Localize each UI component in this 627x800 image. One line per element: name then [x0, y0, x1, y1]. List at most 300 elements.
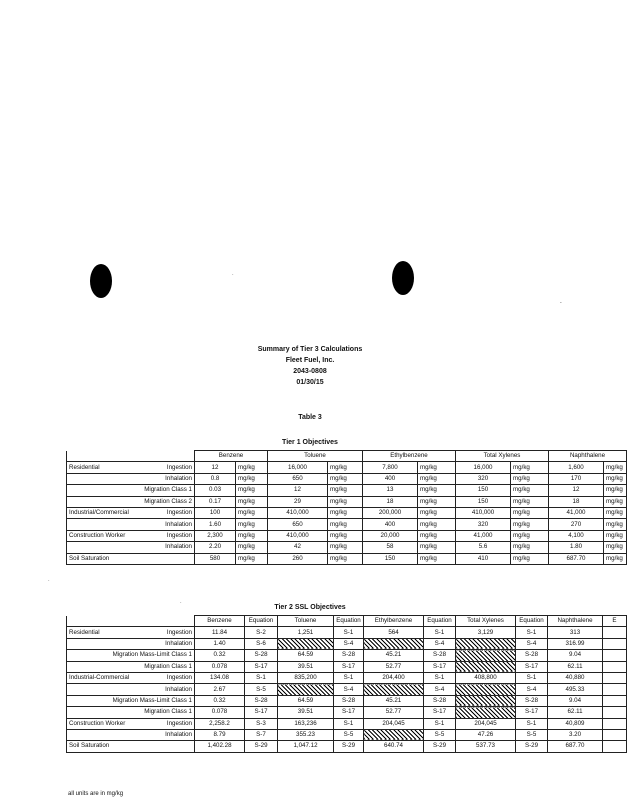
- tier2-value-cell: 8.79: [195, 729, 245, 740]
- tier2-value-cell: S-28: [516, 695, 548, 706]
- tier1-unit-cell: mg/kg: [328, 530, 363, 541]
- row-pathway: Ingestion: [166, 463, 192, 471]
- tier2-trailing-cell: [603, 729, 627, 740]
- tier1-unit-cell: mg/kg: [511, 485, 549, 496]
- tier2-value-cell: [364, 684, 424, 695]
- tier1-unit-cell: mg/kg: [511, 507, 549, 518]
- tier1-unit-cell: mg/kg: [418, 496, 456, 507]
- tier2-row: [67, 661, 627, 672]
- tier2-value-cell: S-28: [334, 695, 364, 706]
- tier1-value-cell: 1.80: [549, 542, 604, 553]
- tier1-table: [66, 450, 627, 565]
- tier1-value-cell: 41,000: [549, 507, 604, 518]
- tier2-value-cell: S-1: [424, 672, 456, 683]
- row-pathway: Inhalation: [165, 474, 192, 482]
- tier1-value-cell: 650: [268, 519, 328, 530]
- doc-company: Fleet Fuel, Inc.: [285, 357, 335, 364]
- tier2-row-label: [67, 684, 195, 695]
- tier1-unit-cell: mg/kg: [418, 507, 456, 518]
- tier1-value-cell: 270: [549, 519, 604, 530]
- tier1-value-cell: 580: [195, 553, 236, 564]
- tier2-row-label: [67, 661, 195, 672]
- tier1-unit-cell: mg/kg: [328, 553, 363, 564]
- footer-note: all units are in mg/kg: [68, 791, 124, 797]
- tier2-column-header: Naphthalene: [548, 616, 603, 627]
- tier1-value-cell: 400: [363, 519, 418, 530]
- tier2-value-cell: [278, 638, 334, 649]
- tier2-value-cell: 495.33: [548, 684, 603, 695]
- tier2-value-cell: 40,809: [548, 718, 603, 729]
- doc-title: Summary of Tier 3 Calculations: [257, 346, 363, 353]
- tier2-value-cell: S-4: [424, 684, 456, 695]
- tier2-value-cell: 47.26: [456, 729, 516, 740]
- tier2-trailing-cell: [603, 638, 627, 649]
- tier2-value-cell: S-28: [424, 650, 456, 661]
- tier1-unit-cell: mg/kg: [236, 542, 268, 553]
- tier2-value-cell: S-3: [245, 718, 278, 729]
- tier2-value-cell: 64.59: [278, 695, 334, 706]
- tier1-unit-cell: mg/kg: [511, 462, 549, 473]
- row-pathway: Migration Mass-Limit Class 1: [112, 696, 192, 704]
- tier2-value-cell: S-29: [245, 741, 278, 752]
- tier2-value-cell: S-28: [245, 695, 278, 706]
- tier1-unit-cell: mg/kg: [604, 507, 627, 518]
- tier2-value-cell: 3.20: [548, 729, 603, 740]
- tier1-value-cell: 41,000: [456, 530, 511, 541]
- tier1-unit-cell: mg/kg: [511, 496, 549, 507]
- tier2-value-cell: S-17: [516, 661, 548, 672]
- tier1-value-cell: 5.6: [456, 542, 511, 553]
- tier1-value-cell: 12: [195, 462, 236, 473]
- tier2-row-label: [67, 707, 195, 718]
- tier1-value-cell: 16,000: [268, 462, 328, 473]
- tier2-value-cell: 408,800: [456, 672, 516, 683]
- tier2-value-cell: S-28: [245, 650, 278, 661]
- tier2-column-header: Total Xylenes: [456, 616, 516, 627]
- tier2-value-cell: S-4: [334, 684, 364, 695]
- row-pathway: Migration Class 2: [144, 497, 192, 505]
- tier1-value-cell: 0.03: [195, 485, 236, 496]
- tier1-row: [67, 553, 627, 564]
- tier2-row-label: [67, 650, 195, 661]
- doc-project-number: 2043-0808: [293, 368, 327, 375]
- tier1-value-cell: 18: [363, 496, 418, 507]
- tier2-value-cell: S-17: [424, 661, 456, 672]
- tier1-column-header: Naphthalene: [549, 451, 627, 462]
- tier1-value-cell: 0.17: [195, 496, 236, 507]
- tier2-value-cell: 45.21: [364, 695, 424, 706]
- tier2-value-cell: S-6: [245, 638, 278, 649]
- tier2-value-cell: S-1: [516, 718, 548, 729]
- tier1-row-label: [67, 462, 195, 473]
- tier1-row: [67, 542, 627, 553]
- tier1-value-cell: 150: [363, 553, 418, 564]
- tier1-unit-cell: mg/kg: [604, 553, 627, 564]
- tier2-row-label: [67, 718, 195, 729]
- scan-speck: ·: [48, 578, 50, 584]
- tier1-row-label: [67, 485, 195, 496]
- tier2-value-cell: 9.04: [548, 650, 603, 661]
- tier1-unit-cell: mg/kg: [418, 530, 456, 541]
- tier2-value-cell: 40,880: [548, 672, 603, 683]
- tier2-value-cell: S-29: [516, 741, 548, 752]
- tier2-column-header: Ethylbenzene: [364, 616, 424, 627]
- tier2-value-cell: 64.59: [278, 650, 334, 661]
- tier2-value-cell: 0.32: [195, 695, 245, 706]
- tier2-value-cell: S-17: [516, 707, 548, 718]
- tier2-value-cell: 1.40: [195, 638, 245, 649]
- tier1-unit-cell: mg/kg: [236, 553, 268, 564]
- tier1-value-cell: 16,000: [456, 462, 511, 473]
- tier2-row-label: [67, 729, 195, 740]
- tier2-value-cell: S-4: [424, 638, 456, 649]
- tier1-row-label: [67, 507, 195, 518]
- tier1-row-label: [67, 542, 195, 553]
- tier2-value-cell: S-28: [424, 695, 456, 706]
- tier1-value-cell: 58: [363, 542, 418, 553]
- tier1-value-cell: 0.8: [195, 473, 236, 484]
- tier2-value-cell: 316.99: [548, 638, 603, 649]
- tier1-value-cell: 2,300: [195, 530, 236, 541]
- tier2-row-label: [67, 695, 195, 706]
- tier1-unit-cell: mg/kg: [328, 496, 363, 507]
- tier2-value-cell: S-4: [516, 638, 548, 649]
- tier1-unit-cell: mg/kg: [418, 473, 456, 484]
- tier2-table: [66, 615, 627, 753]
- tier2-value-cell: S-7: [245, 729, 278, 740]
- tier1-value-cell: 12: [268, 485, 328, 496]
- tier1-column-header: Total Xylenes: [456, 451, 549, 462]
- row-pathway: Ingestion: [166, 509, 192, 517]
- table-label: Table 3: [298, 414, 322, 421]
- tier1-unit-cell: mg/kg: [418, 542, 456, 553]
- tier2-value-cell: 163,236: [278, 718, 334, 729]
- tier2-row: [67, 684, 627, 695]
- tier1-row: [67, 473, 627, 484]
- tier1-unit-cell: mg/kg: [328, 473, 363, 484]
- tier1-column-header: Benzene: [195, 451, 268, 462]
- tier2-value-cell: [278, 684, 334, 695]
- row-pathway: Ingestion: [166, 531, 192, 539]
- tier2-row: [67, 672, 627, 683]
- tier1-unit-cell: mg/kg: [511, 553, 549, 564]
- tier2-value-cell: S-28: [516, 650, 548, 661]
- doc-date: 01/30/15: [296, 379, 324, 386]
- tier1-column-header: Ethylbenzene: [363, 451, 456, 462]
- punch-hole-left: [90, 264, 112, 298]
- row-pathway: Inhalation: [165, 685, 192, 693]
- tier1-value-cell: 410,000: [456, 507, 511, 518]
- tier2-trailing-cell: [603, 627, 627, 638]
- tier2-value-cell: 0.32: [195, 650, 245, 661]
- tier2-value-cell: 3,129: [456, 627, 516, 638]
- tier1-unit-cell: mg/kg: [328, 462, 363, 473]
- tier1-header-row: [67, 451, 627, 462]
- tier2-trailing-cell: [603, 672, 627, 683]
- tier1-unit-cell: mg/kg: [328, 507, 363, 518]
- tier2-value-cell: 204,045: [456, 718, 516, 729]
- tier2-value-cell: S-5: [245, 684, 278, 695]
- scan-speck: ·: [232, 272, 234, 278]
- row-group: Construction Worker: [69, 719, 126, 727]
- tier1-unit-cell: mg/kg: [236, 473, 268, 484]
- tier2-value-cell: [456, 661, 516, 672]
- tier1-value-cell: 410,000: [268, 507, 328, 518]
- tier2-trailing-cell: [603, 695, 627, 706]
- tier1-row: [67, 507, 627, 518]
- row-group: Industrial-Commercial: [69, 674, 130, 682]
- tier1-unit-cell: mg/kg: [418, 485, 456, 496]
- tier1-row-label: [67, 553, 195, 564]
- tier1-row: [67, 496, 627, 507]
- tier2-value-cell: 39.51: [278, 707, 334, 718]
- tier1-value-cell: 320: [456, 473, 511, 484]
- tier2-value-cell: 9.04: [548, 695, 603, 706]
- tier2-value-cell: S-17: [334, 707, 364, 718]
- tier2-value-cell: S-2: [245, 627, 278, 638]
- tier1-title: Tier 1 Objectives: [282, 439, 338, 446]
- tier1-value-cell: 18: [549, 496, 604, 507]
- tier2-value-cell: [456, 684, 516, 695]
- tier2-value-cell: 687.70: [548, 741, 603, 752]
- tier2-value-cell: [456, 650, 516, 661]
- tier2-value-cell: 0.078: [195, 661, 245, 672]
- tier2-value-cell: 204,400: [364, 672, 424, 683]
- row-pathway: Inhalation: [165, 639, 192, 647]
- tier2-value-cell: 564: [364, 627, 424, 638]
- tier1-unit-cell: mg/kg: [418, 462, 456, 473]
- row-pathway: Ingestion: [166, 674, 192, 682]
- row-pathway: Migration Class 1: [144, 662, 192, 670]
- tier1-unit-cell: mg/kg: [604, 485, 627, 496]
- tier1-unit-cell: mg/kg: [511, 473, 549, 484]
- row-pathway: Ingestion: [166, 719, 192, 727]
- row-group: Industrial/Commercial: [69, 509, 129, 517]
- tier2-trailing-cell: [603, 661, 627, 672]
- tier2-value-cell: S-5: [334, 729, 364, 740]
- tier1-unit-cell: mg/kg: [511, 542, 549, 553]
- tier2-trailing-cell: [603, 707, 627, 718]
- tier2-value-cell: 11.84: [195, 627, 245, 638]
- tier1-unit-cell: mg/kg: [604, 473, 627, 484]
- tier1-unit-cell: mg/kg: [604, 530, 627, 541]
- tier2-value-cell: 52.77: [364, 661, 424, 672]
- tier2-value-cell: S-17: [245, 661, 278, 672]
- tier1-unit-cell: mg/kg: [511, 530, 549, 541]
- row-pathway: Inhalation: [165, 731, 192, 739]
- tier2-value-cell: S-5: [516, 729, 548, 740]
- tier2-row: [67, 638, 627, 649]
- row-group: Residential: [69, 463, 100, 471]
- tier1-unit-cell: mg/kg: [328, 519, 363, 530]
- tier1-value-cell: 1.60: [195, 519, 236, 530]
- tier1-value-cell: 150: [456, 496, 511, 507]
- tier2-row: [67, 741, 627, 752]
- tier2-value-cell: 1,402.28: [195, 741, 245, 752]
- tier2-column-header: Toluene: [278, 616, 334, 627]
- tier2-column-header: E: [603, 616, 627, 627]
- tier2-value-cell: [456, 695, 516, 706]
- tier1-unit-cell: mg/kg: [511, 519, 549, 530]
- tier2-value-cell: S-1: [245, 672, 278, 683]
- tier1-value-cell: 400: [363, 473, 418, 484]
- tier1-value-cell: 320: [456, 519, 511, 530]
- tier1-value-cell: 687.70: [549, 553, 604, 564]
- tier1-value-cell: 4,100: [549, 530, 604, 541]
- row-pathway: Migration Mass-Limit Class 1: [112, 651, 192, 659]
- tier1-row: [67, 519, 627, 530]
- tier1-value-cell: 20,000: [363, 530, 418, 541]
- tier2-value-cell: S-1: [516, 672, 548, 683]
- tier2-value-cell: [364, 729, 424, 740]
- tier2-row: [67, 627, 627, 638]
- tier1-row: [67, 485, 627, 496]
- tier1-unit-cell: mg/kg: [236, 462, 268, 473]
- tier2-value-cell: [456, 638, 516, 649]
- tier2-value-cell: S-17: [424, 707, 456, 718]
- tier2-title: Tier 2 SSL Objectives: [274, 604, 346, 611]
- tier2-column-header: Equation: [516, 616, 548, 627]
- tier2-trailing-cell: [603, 718, 627, 729]
- tier1-row-label: [67, 473, 195, 484]
- tier1-value-cell: 42: [268, 542, 328, 553]
- tier2-value-cell: 2.67: [195, 684, 245, 695]
- tier1-value-cell: 200,000: [363, 507, 418, 518]
- tier2-trailing-cell: [603, 650, 627, 661]
- tier1-value-cell: 150: [456, 485, 511, 496]
- tier1-value-cell: 13: [363, 485, 418, 496]
- tier2-value-cell: S-17: [245, 707, 278, 718]
- tier1-value-cell: 100: [195, 507, 236, 518]
- tier2-value-cell: S-29: [334, 741, 364, 752]
- tier1-unit-cell: mg/kg: [418, 553, 456, 564]
- tier2-value-cell: S-1: [334, 627, 364, 638]
- tier2-column-header: Equation: [245, 616, 278, 627]
- tier1-unit-cell: mg/kg: [328, 485, 363, 496]
- tier2-column-header: Benzene: [195, 616, 245, 627]
- tier1-column-header: Toluene: [268, 451, 363, 462]
- tier1-value-cell: 2.20: [195, 542, 236, 553]
- tier1-unit-cell: mg/kg: [418, 519, 456, 530]
- row-group: Soil Saturation: [69, 742, 110, 750]
- tier2-row-label: [67, 741, 195, 752]
- tier2-value-cell: S-1: [334, 718, 364, 729]
- tier1-unit-cell: mg/kg: [328, 542, 363, 553]
- tier2-row: [67, 729, 627, 740]
- tier2-value-cell: 313: [548, 627, 603, 638]
- row-group: Construction Worker: [69, 531, 126, 539]
- tier2-value-cell: 835,200: [278, 672, 334, 683]
- tier2-trailing-cell: [603, 684, 627, 695]
- tier1-value-cell: 12: [549, 485, 604, 496]
- tier2-row-label: [67, 672, 195, 683]
- row-pathway: Migration Class 1: [144, 708, 192, 716]
- tier2-value-cell: 1,251: [278, 627, 334, 638]
- tier1-unit-cell: mg/kg: [236, 485, 268, 496]
- row-pathway: Inhalation: [165, 543, 192, 551]
- tier2-value-cell: [456, 707, 516, 718]
- tier2-value-cell: 62.11: [548, 661, 603, 672]
- tier2-value-cell: S-1: [424, 718, 456, 729]
- tier2-value-cell: S-1: [424, 627, 456, 638]
- tier2-value-cell: S-4: [334, 638, 364, 649]
- tier2-header-row: [67, 616, 627, 627]
- punch-hole-right: [392, 261, 414, 295]
- scan-speck: -: [560, 300, 562, 306]
- tier1-unit-cell: mg/kg: [236, 530, 268, 541]
- tier2-value-cell: 45.21: [364, 650, 424, 661]
- tier1-value-cell: 260: [268, 553, 328, 564]
- tier1-unit-cell: mg/kg: [236, 496, 268, 507]
- tier2-value-cell: 134.08: [195, 672, 245, 683]
- tier1-corner: [67, 451, 195, 462]
- tier1-value-cell: 650: [268, 473, 328, 484]
- tier2-value-cell: S-17: [334, 661, 364, 672]
- tier2-row: [67, 718, 627, 729]
- tier2-value-cell: 2,258.2: [195, 718, 245, 729]
- tier1-row: [67, 530, 627, 541]
- tier1-unit-cell: mg/kg: [236, 507, 268, 518]
- tier1-unit-cell: mg/kg: [236, 519, 268, 530]
- tier1-value-cell: 170: [549, 473, 604, 484]
- tier2-value-cell: S-4: [516, 684, 548, 695]
- tier2-value-cell: S-29: [424, 741, 456, 752]
- tier2-corner: [67, 616, 195, 627]
- tier1-value-cell: 410: [456, 553, 511, 564]
- tier1-unit-cell: mg/kg: [604, 462, 627, 473]
- tier1-row-label: [67, 530, 195, 541]
- tier1-row-label: [67, 519, 195, 530]
- row-group: Residential: [69, 628, 100, 636]
- tier1-value-cell: 410,000: [268, 530, 328, 541]
- tier2-value-cell: 204,045: [364, 718, 424, 729]
- tier1-value-cell: 7,800: [363, 462, 418, 473]
- tier1-unit-cell: mg/kg: [604, 519, 627, 530]
- tier1-value-cell: 1,600: [549, 462, 604, 473]
- tier1-row: [67, 462, 627, 473]
- tier2-value-cell: 537.73: [456, 741, 516, 752]
- tier2-row: [67, 695, 627, 706]
- tier2-row-label: [67, 638, 195, 649]
- tier2-value-cell: 39.51: [278, 661, 334, 672]
- tier2-value-cell: 52.77: [364, 707, 424, 718]
- tier2-value-cell: 640.74: [364, 741, 424, 752]
- tier2-column-header: Equation: [334, 616, 364, 627]
- tier2-trailing-cell: [603, 741, 627, 752]
- tier1-row-label: [67, 496, 195, 507]
- tier2-value-cell: S-1: [516, 627, 548, 638]
- tier2-column-header: Equation: [424, 616, 456, 627]
- row-pathway: Inhalation: [165, 520, 192, 528]
- tier2-row-label: [67, 627, 195, 638]
- tier2-row: [67, 650, 627, 661]
- scan-speck: ·: [180, 600, 182, 606]
- row-pathway: Ingestion: [166, 628, 192, 636]
- tier1-unit-cell: mg/kg: [604, 496, 627, 507]
- tier2-value-cell: S-28: [334, 650, 364, 661]
- tier2-value-cell: 1,047.12: [278, 741, 334, 752]
- row-pathway: Migration Class 1: [144, 486, 192, 494]
- row-group: Soil Saturation: [69, 554, 110, 562]
- tier2-value-cell: S-5: [424, 729, 456, 740]
- tier2-value-cell: S-1: [334, 672, 364, 683]
- tier2-value-cell: 0.078: [195, 707, 245, 718]
- tier1-value-cell: 29: [268, 496, 328, 507]
- tier1-unit-cell: mg/kg: [604, 542, 627, 553]
- tier2-value-cell: [364, 638, 424, 649]
- document-header: [200, 344, 420, 388]
- tier2-row: [67, 707, 627, 718]
